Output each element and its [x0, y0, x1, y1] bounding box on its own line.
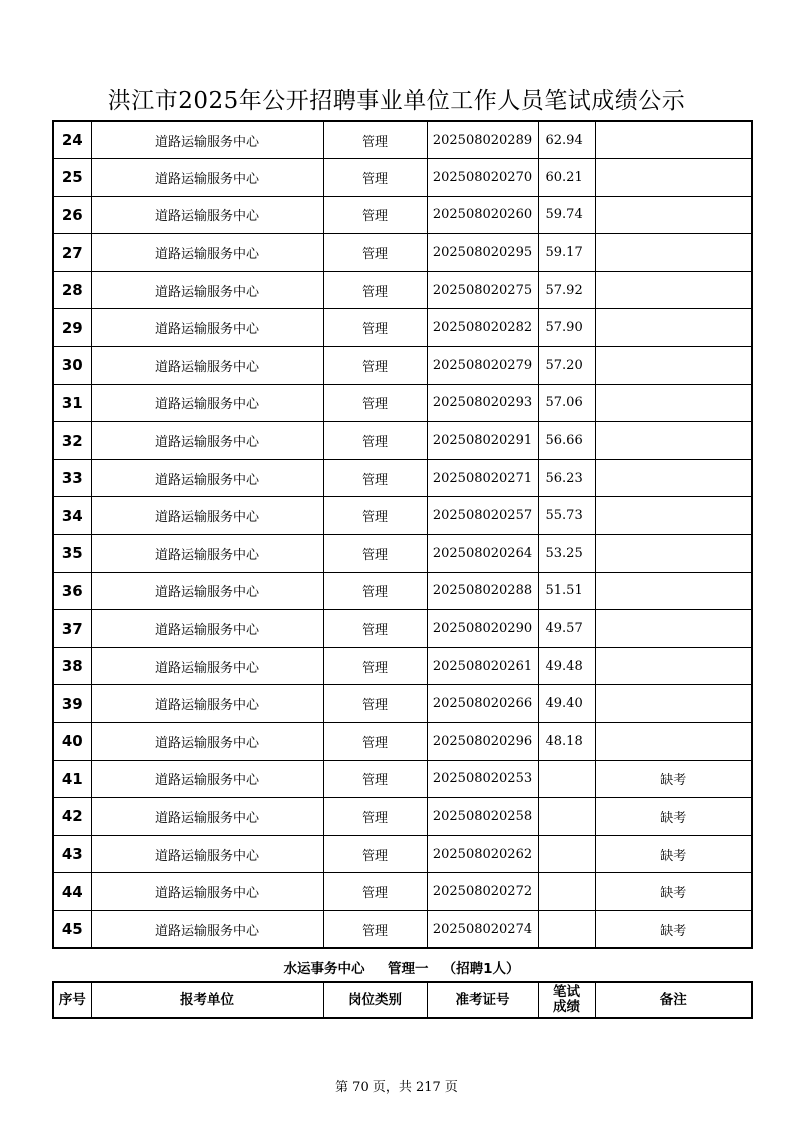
cell-exam-no: 202508020271: [427, 459, 538, 497]
cell-note: [595, 309, 752, 347]
cell-seq: 43: [53, 835, 91, 873]
cell-category: 管理: [323, 535, 427, 573]
cell-note: [595, 196, 752, 234]
cell-exam-no: 202508020264: [427, 535, 538, 573]
cell-seq: 44: [53, 873, 91, 911]
cell-score: [538, 873, 595, 911]
cell-category: 管理: [323, 497, 427, 535]
cell-note: [595, 685, 752, 723]
cell-exam-no: 202508020288: [427, 572, 538, 610]
cell-category: 管理: [323, 347, 427, 385]
cell-score: [538, 910, 595, 948]
cell-score: 49.40: [538, 685, 595, 723]
cell-unit: 道路运输服务中心: [91, 572, 323, 610]
page-footer: 第 70 页，共 217 页: [335, 1080, 458, 1095]
table-row: [53, 347, 752, 385]
table-row: [53, 685, 752, 723]
cell-category: 管理: [323, 835, 427, 873]
cell-note: 缺考: [595, 798, 752, 836]
cell-category: 管理: [323, 159, 427, 197]
cell-unit: 道路运输服务中心: [91, 760, 323, 798]
cell-exam-no: 202508020275: [427, 271, 538, 309]
cell-exam-no: 202508020295: [427, 234, 538, 272]
cell-unit: 道路运输服务中心: [91, 459, 323, 497]
cell-exam-no: 202508020266: [427, 685, 538, 723]
header-note: 备注: [595, 982, 752, 1018]
cell-score: 60.21: [538, 159, 595, 197]
table-row: [53, 910, 752, 948]
table-row: [53, 384, 752, 422]
cell-category: 管理: [323, 384, 427, 422]
cell-seq: 31: [53, 384, 91, 422]
cell-seq: 24: [53, 121, 91, 159]
cell-exam-no: 202508020290: [427, 610, 538, 648]
cell-seq: 32: [53, 422, 91, 460]
cell-exam-no: 202508020272: [427, 873, 538, 911]
table-row: [53, 760, 752, 798]
cell-score: 49.48: [538, 647, 595, 685]
table-row: [53, 459, 752, 497]
section-quota: （招聘1人）: [442, 961, 520, 977]
cell-exam-no: 202508020258: [427, 798, 538, 836]
cell-seq: 40: [53, 723, 91, 761]
cell-unit: 道路运输服务中心: [91, 685, 323, 723]
cell-score: 49.57: [538, 610, 595, 648]
cell-note: [595, 347, 752, 385]
cell-exam-no: 202508020291: [427, 422, 538, 460]
cell-unit: 道路运输服务中心: [91, 610, 323, 648]
cell-exam-no: 202508020282: [427, 309, 538, 347]
cell-unit: 道路运输服务中心: [91, 497, 323, 535]
header-seq: 序号: [53, 982, 91, 1018]
cell-seq: 45: [53, 910, 91, 948]
table-row: [53, 234, 752, 272]
cell-unit: 道路运输服务中心: [91, 798, 323, 836]
cell-score: [538, 835, 595, 873]
header-score-line2: 成绩: [553, 999, 580, 1015]
table-row: [53, 271, 752, 309]
cell-unit: 道路运输服务中心: [91, 309, 323, 347]
cell-score: 59.74: [538, 196, 595, 234]
table-row: [53, 159, 752, 197]
cell-note: [595, 384, 752, 422]
cell-category: 管理: [323, 572, 427, 610]
cell-score: [538, 760, 595, 798]
cell-category: 管理: [323, 685, 427, 723]
cell-category: 管理: [323, 647, 427, 685]
cell-seq: 42: [53, 798, 91, 836]
cell-score: 55.73: [538, 497, 595, 535]
cell-category: 管理: [323, 760, 427, 798]
cell-exam-no: 202508020262: [427, 835, 538, 873]
table-row: [53, 572, 752, 610]
table-row: [53, 121, 752, 159]
cell-note: [595, 234, 752, 272]
cell-note: [595, 723, 752, 761]
cell-unit: 道路运输服务中心: [91, 159, 323, 197]
cell-category: 管理: [323, 422, 427, 460]
table-row: [53, 647, 752, 685]
table-row: [53, 610, 752, 648]
table-row: [53, 196, 752, 234]
cell-exam-no: 202508020270: [427, 159, 538, 197]
cell-unit: 道路运输服务中心: [91, 196, 323, 234]
cell-exam-no: 202508020253: [427, 760, 538, 798]
cell-note: [595, 271, 752, 309]
cell-unit: 道路运输服务中心: [91, 121, 323, 159]
cell-category: 管理: [323, 234, 427, 272]
cell-unit: 道路运输服务中心: [91, 384, 323, 422]
header-exam-no: 准考证号: [427, 982, 538, 1018]
cell-seq: 33: [53, 459, 91, 497]
cell-score: 57.20: [538, 347, 595, 385]
table-row: [53, 535, 752, 573]
cell-unit: 道路运输服务中心: [91, 873, 323, 911]
cell-category: 管理: [323, 873, 427, 911]
cell-category: 管理: [323, 723, 427, 761]
cell-note: [595, 159, 752, 197]
cell-note: [595, 572, 752, 610]
results-table-body: [53, 121, 752, 948]
cell-score: 51.51: [538, 572, 595, 610]
cell-seq: 28: [53, 271, 91, 309]
cell-seq: 34: [53, 497, 91, 535]
header-unit: 报考单位: [91, 982, 323, 1018]
table-row: [53, 835, 752, 873]
cell-exam-no: 202508020296: [427, 723, 538, 761]
cell-exam-no: 202508020293: [427, 384, 538, 422]
cell-note: [595, 535, 752, 573]
cell-category: 管理: [323, 121, 427, 159]
cell-score: 56.23: [538, 459, 595, 497]
cell-note: [595, 497, 752, 535]
cell-score: [538, 798, 595, 836]
cell-unit: 道路运输服务中心: [91, 535, 323, 573]
cell-note: [595, 121, 752, 159]
cell-seq: 29: [53, 309, 91, 347]
cell-seq: 36: [53, 572, 91, 610]
table-row: [53, 422, 752, 460]
cell-unit: 道路运输服务中心: [91, 647, 323, 685]
cell-exam-no: 202508020279: [427, 347, 538, 385]
cell-category: 管理: [323, 309, 427, 347]
cell-category: 管理: [323, 798, 427, 836]
cell-category: 管理: [323, 610, 427, 648]
cell-exam-no: 202508020260: [427, 196, 538, 234]
cell-category: 管理: [323, 271, 427, 309]
header-table: [52, 981, 753, 1019]
table-row: [53, 798, 752, 836]
cell-note: 缺考: [595, 873, 752, 911]
header-category: 岗位类别: [323, 982, 427, 1018]
cell-unit: 道路运输服务中心: [91, 347, 323, 385]
cell-category: 管理: [323, 459, 427, 497]
cell-note: [595, 647, 752, 685]
cell-unit: 道路运输服务中心: [91, 234, 323, 272]
cell-exam-no: 202508020261: [427, 647, 538, 685]
cell-category: 管理: [323, 196, 427, 234]
section-unit: 水运事务中心: [283, 961, 365, 977]
cell-unit: 道路运输服务中心: [91, 271, 323, 309]
cell-exam-no: 202508020257: [427, 497, 538, 535]
cell-seq: 25: [53, 159, 91, 197]
cell-seq: 38: [53, 647, 91, 685]
cell-score: 57.90: [538, 309, 595, 347]
cell-unit: 道路运输服务中心: [91, 422, 323, 460]
cell-note: 缺考: [595, 835, 752, 873]
cell-seq: 30: [53, 347, 91, 385]
header-score-line1: 笔试: [553, 984, 580, 1000]
table-row: [53, 309, 752, 347]
cell-unit: 道路运输服务中心: [91, 723, 323, 761]
cell-exam-no: 202508020289: [427, 121, 538, 159]
header-row: [53, 982, 752, 1018]
cell-note: [595, 610, 752, 648]
cell-seq: 26: [53, 196, 91, 234]
cell-score: 62.94: [538, 121, 595, 159]
cell-seq: 37: [53, 610, 91, 648]
header-score: [538, 982, 595, 1018]
cell-category: 管理: [323, 910, 427, 948]
cell-score: 56.66: [538, 422, 595, 460]
cell-unit: 道路运输服务中心: [91, 910, 323, 948]
cell-score: 57.92: [538, 271, 595, 309]
cell-note: [595, 422, 752, 460]
cell-note: 缺考: [595, 760, 752, 798]
cell-unit: 道路运输服务中心: [91, 835, 323, 873]
table-row: [53, 723, 752, 761]
cell-note: 缺考: [595, 910, 752, 948]
results-table: [52, 120, 753, 949]
cell-score: 48.18: [538, 723, 595, 761]
table-row: [53, 873, 752, 911]
page-title: 洪江市2025年公开招聘事业单位工作人员笔试成绩公示: [107, 88, 686, 114]
cell-seq: 35: [53, 535, 91, 573]
section-heading: [52, 957, 751, 977]
cell-seq: 27: [53, 234, 91, 272]
section-post: 管理一: [387, 961, 429, 977]
cell-score: 57.06: [538, 384, 595, 422]
cell-exam-no: 202508020274: [427, 910, 538, 948]
cell-seq: 41: [53, 760, 91, 798]
table-row: [53, 497, 752, 535]
cell-seq: 39: [53, 685, 91, 723]
cell-score: 59.17: [538, 234, 595, 272]
cell-note: [595, 459, 752, 497]
cell-score: 53.25: [538, 535, 595, 573]
